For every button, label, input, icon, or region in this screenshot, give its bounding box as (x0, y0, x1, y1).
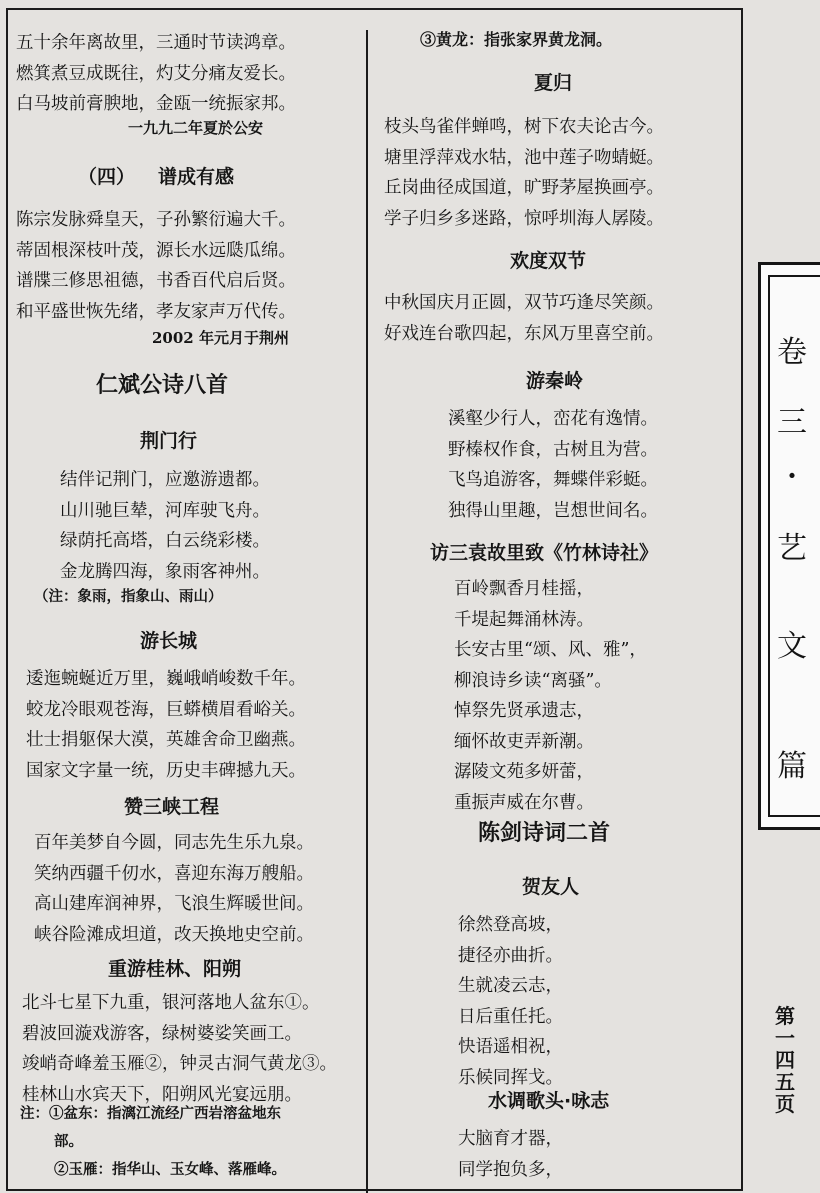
poem-line: 中秋国庆月正圆，双节巧逢尽笑颜。 (384, 293, 664, 313)
poem-line: 同学抱负多， (458, 1159, 563, 1180)
changcheng-body (26, 664, 306, 786)
poem-line: 缅怀故吏弄新潮。 (454, 731, 594, 752)
poem-line: 白马坡前膏腴地，金瓯一统振家邦。 (16, 94, 296, 114)
poem-title: 水调歌头·咏志 (488, 1090, 610, 1112)
poem-line: 绿荫托高塔，白云绕彩楼。 (60, 531, 270, 551)
poem-line: 高山建库润神界，飞浪生辉暖世间。 (34, 894, 314, 914)
jingmen-body (60, 465, 270, 587)
group-title: 仁斌公诗八首 (96, 373, 229, 398)
poem-line: 悼祭先贤承遗志， (454, 701, 594, 721)
poem-line: 竣峭奇峰羞玉雁②，钟灵古洞气黄龙③。 (22, 1054, 337, 1074)
poem-line: 燃箕煮豆成既往，灼艾分痛友爱长。 (16, 63, 296, 84)
poem-line: 山川驰巨辇，河库驶飞舟。 (60, 500, 270, 521)
poem-line: 和平盛世恢先绪，孝友家声万代传。 (16, 301, 296, 322)
poem-title: 访三袁故里致《竹林诗社》 (430, 542, 659, 564)
qinling-body (448, 404, 658, 526)
poem-line: 国家文字量一统，历史丰碑撼九天。 (26, 760, 306, 781)
poem-line: 生就凌云志， (458, 976, 563, 996)
page-number-char: 五 (775, 1070, 795, 1094)
heyou-body (458, 910, 563, 1093)
poem-title: 荆门行 (140, 430, 198, 452)
footnote: ②玉雁：指华山、玉女峰、落雁峰。 (54, 1161, 286, 1178)
poem-line: 金龙腾四海，象雨客神州。 (60, 561, 270, 582)
section-number: （四） (78, 166, 136, 188)
sanxia-body (34, 828, 314, 950)
xiagui-body (384, 112, 664, 234)
footnote: 注：①盆东：指漓江流经广西岩溶盆地东 (20, 1105, 281, 1122)
page-number-char: 一 (775, 1026, 795, 1050)
poem-line: 塘里浮萍戏水牯，池中莲子吻蜻蜓。 (384, 147, 664, 168)
guilin-notes (20, 1100, 286, 1184)
poem-line: 快语遥相祝， (458, 1037, 563, 1057)
poem-line: 五十余年离故里，三通时节读鸿章。 (16, 33, 296, 53)
poem-line: 丘岗曲径成国道，旷野茅屋换画亭。 (384, 178, 664, 198)
poem-title: 夏归 (534, 72, 573, 94)
poem-line: 大脑育才器， (458, 1129, 563, 1149)
poem-line: 谱牒三修思祖德，书香百代启后贤。 (16, 271, 296, 291)
poem-line: 溪壑少行人，峦花有逸情。 (448, 409, 658, 429)
tab-char: 卷 (777, 335, 807, 370)
left-column (16, 0, 356, 1193)
poem-line: 百年美梦自今圆，同志先生乐九泉。 (34, 833, 314, 853)
s4-body (16, 205, 296, 327)
page-number-char: 四 (775, 1048, 795, 1072)
poem-line: 蛟龙冷眼观苍海，巨蟒横眉看峪关。 (26, 699, 306, 720)
poem1-date: 一九九二年夏於公安 (128, 119, 264, 137)
poem-line: 重振声威在尔曹。 (454, 792, 594, 813)
tab-char: 艺 (777, 531, 807, 566)
poem-line: 日后重任托。 (458, 1006, 563, 1027)
poem-line: 笑纳西疆千仞水，喜迎东海万艘船。 (34, 863, 314, 884)
tab-char: 三 (777, 405, 807, 440)
poem-line: 百岭飘香月桂摇， (454, 579, 594, 599)
poem-line: 峡谷险滩成坦道，改天换地史空前。 (34, 924, 314, 945)
tab-corner-ornament (758, 262, 774, 278)
shuidiao-body (458, 1124, 563, 1185)
poem-line: 逶迤蜿蜒近万里，巍峨峭峻数千年。 (26, 669, 306, 689)
poem-line: 学子归乡多迷路，惊呼圳海人孱陵。 (384, 208, 664, 229)
poem-line: 蒂固根深枝叶茂，源长水远瓞瓜绵。 (16, 240, 296, 261)
poem-line: 长安古里“颂、风、雅”， (454, 640, 647, 660)
chapter-side-tab (758, 262, 820, 830)
poem-line: 桂林山水宾天下，阳朔风光宴远朋。 (22, 1084, 302, 1105)
poem-title: 贺友人 (522, 876, 580, 898)
column-divider (366, 30, 368, 1193)
page-number (765, 1005, 805, 1115)
poem-line: 千堤起舞涌林涛。 (454, 609, 594, 630)
tab-char: 文 (777, 629, 807, 664)
jingmen-note: （注：象雨，指象山、雨山） (34, 588, 223, 605)
poem-line: 陈宗发脉舜皇天，子孙繁衍遍大千。 (16, 210, 296, 230)
poem-line: 潺陵文苑多妍蕾， (454, 762, 594, 782)
poem-line: 乐候同挥戈。 (458, 1067, 563, 1088)
poem-line: 结伴记荆门，应邀游遗都。 (60, 470, 270, 490)
tab-corner-ornament (758, 814, 774, 830)
poem-line: 北斗七星下九重，银河落地人盆东①。 (22, 993, 320, 1013)
tab-char: 篇 (777, 749, 807, 784)
group-title: 陈剑诗词二首 (478, 821, 611, 846)
poem-title: 游秦岭 (526, 370, 584, 392)
page-number-char: 第 (775, 1004, 795, 1028)
poem-line: 碧波回漩戏游客，绿树婆娑笑画工。 (22, 1023, 302, 1044)
tab-char: · (787, 459, 797, 492)
huandu-body (384, 288, 664, 349)
poem-line: 柳浪诗乡读“离骚”。 (454, 670, 612, 691)
poem-line: 独得山里趣，岂想世间名。 (448, 500, 658, 521)
right-column (380, 0, 730, 1193)
poem-title: 游长城 (140, 630, 198, 652)
poem-line: 捷径亦曲折。 (458, 945, 563, 966)
footnote: 部。 (54, 1133, 83, 1150)
poem-line: 枝头鸟雀伴蝉鸣，树下农夫论古今。 (384, 117, 664, 137)
poem-title: 重游桂林、阳朔 (108, 958, 242, 980)
guilin-body (22, 988, 337, 1110)
poem1-body (16, 28, 296, 120)
section-title: 谱成有感 (158, 166, 235, 188)
poem-title: 赞三峡工程 (124, 796, 220, 818)
poem-line: 好戏连台歌四起，东风万里喜空前。 (384, 323, 664, 344)
poem-line: 飞鸟追游客，舞蝶伴彩蜓。 (448, 470, 658, 490)
poem-line: 壮士捐躯保大漠，英雄舍命卫幽燕。 (26, 730, 306, 750)
s4-date: 2002 年元月于荆州 (152, 329, 289, 347)
poem-line: 徐然登高坡， (458, 915, 563, 935)
poem-line: 野榛权作食，古树且为营。 (448, 439, 658, 460)
fang-body (454, 574, 647, 818)
page-number-char: 页 (775, 1092, 795, 1116)
poem-title: 欢度双节 (510, 250, 587, 272)
footnote: ③黄龙：指张家界黄龙洞。 (420, 30, 613, 49)
